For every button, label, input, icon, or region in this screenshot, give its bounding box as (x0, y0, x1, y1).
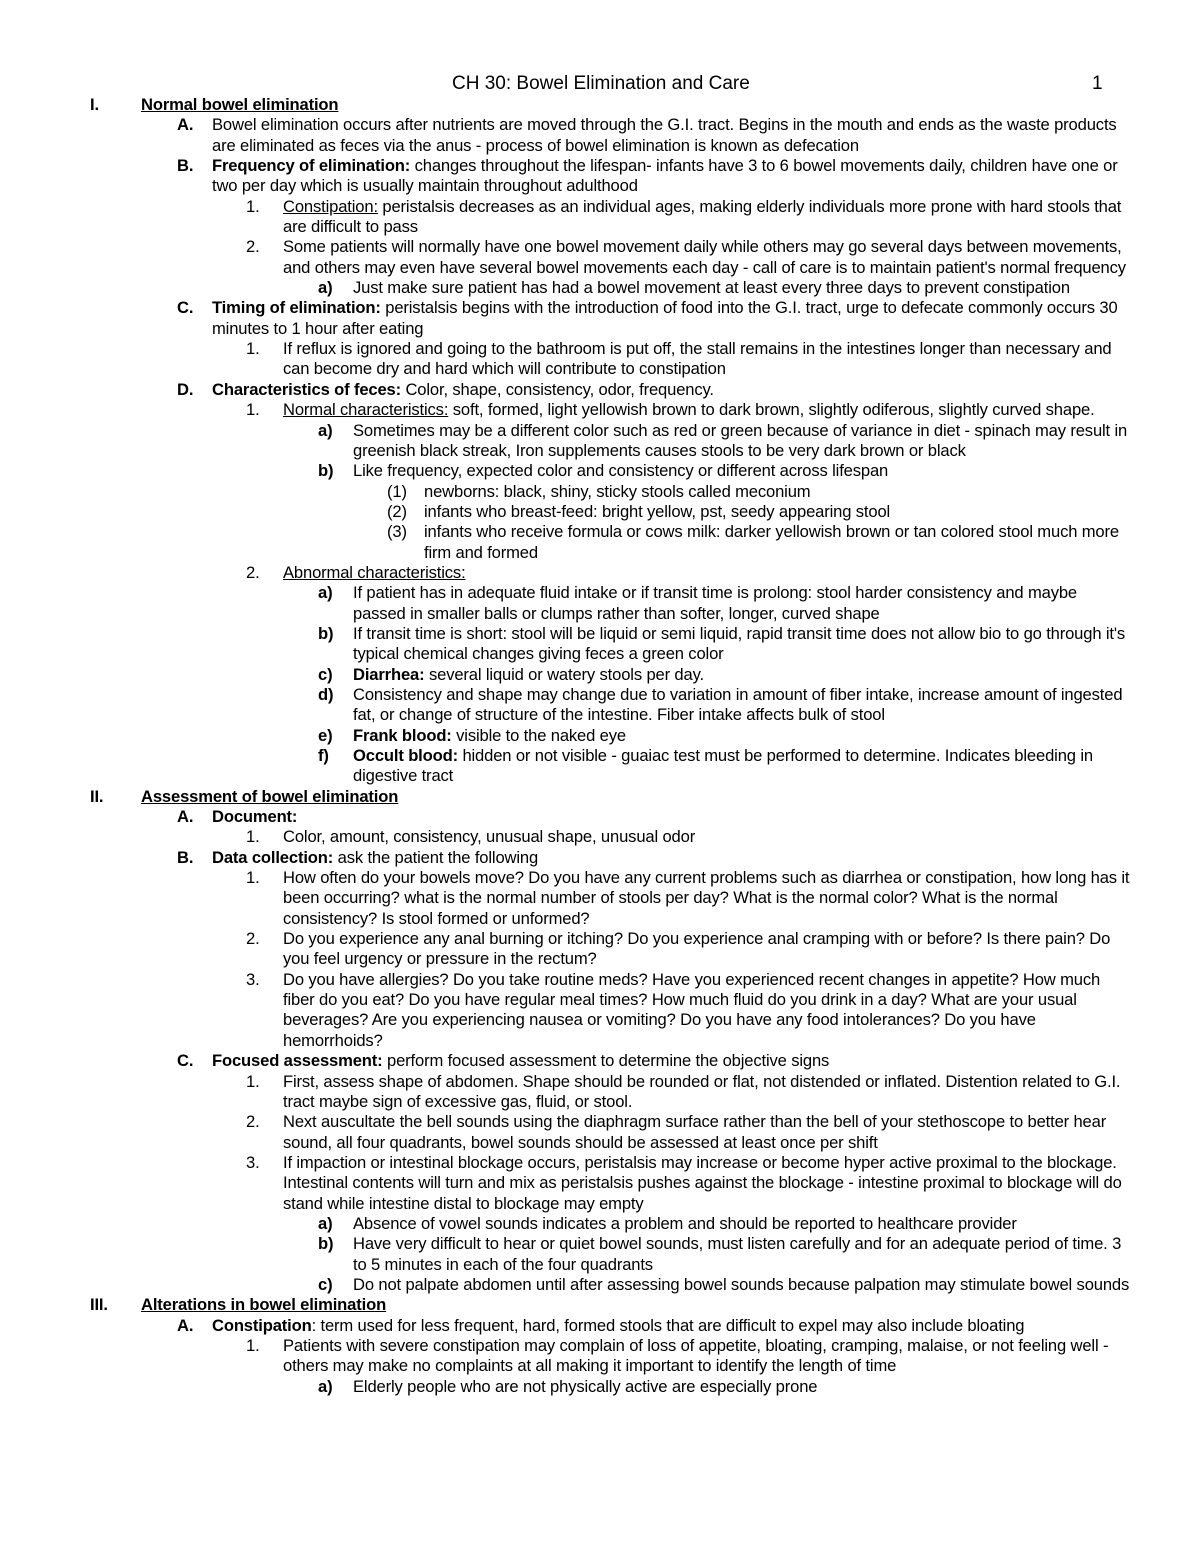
outline-item-level-3 (0, 1336, 1200, 1377)
outline-text (353, 1377, 1134, 1397)
outline-item-level-2 (0, 1316, 1200, 1336)
outline-text (283, 1336, 1134, 1377)
bold-term: Data collection: (212, 847, 334, 867)
bold-term: Focused assessment: (212, 1051, 383, 1071)
outline-marker: 3. (246, 969, 260, 989)
outline-text (353, 1214, 1134, 1234)
outline-item-level-4 (0, 624, 1200, 665)
outline-marker: 1. (246, 339, 260, 359)
outline-text (353, 1234, 1134, 1275)
bold-term: Document: (212, 807, 298, 827)
outline-marker: d) (318, 684, 334, 704)
body-text: If patient has in adequate fluid intake or if transit time is prolong: stool harder consistency and maybe passed in smaller balls or clumps rather than softer, longer, curved shape (353, 583, 1078, 623)
body-text: Have very difficult to hear or quiet bowel sounds, must listen carefully and for an adequate period of time. 3 to 5 minutes in each of the four quadrants (353, 1234, 1122, 1274)
outline-marker: B. (177, 847, 194, 867)
outline-text (424, 502, 1134, 522)
body-text: peristalsis begins with the introduction of food into the G.I. tract, urge to defecate commonly occurs 30 minutes to 1 hour after eating (212, 298, 1118, 338)
outline-item-level-3 (0, 237, 1200, 278)
outline-marker: (2) (387, 501, 407, 521)
outline-text (424, 522, 1134, 563)
outline-item-level-1 (0, 787, 1200, 807)
outline-item-level-5 (0, 522, 1200, 563)
outline-marker: A. (177, 807, 194, 827)
outline-item-level-2 (0, 848, 1200, 868)
outline-item-level-3 (0, 1072, 1200, 1113)
outline-marker: 2. (246, 929, 260, 949)
outline-marker: 2. (246, 562, 260, 582)
outline-marker: A. (177, 1315, 194, 1335)
outline-marker: c) (318, 664, 333, 684)
outline-marker: c) (318, 1274, 333, 1294)
outline-text (283, 1112, 1134, 1153)
outline (0, 95, 1200, 1397)
outline-item-level-4 (0, 726, 1200, 746)
body-text: If impaction or intestinal blockage occurs, peristalsis may increase or become hyper active proximal to the blockage. Intestinal contents will turn and mix as peristalsis pushes against the blockage - intestine proximal to blockage will do stand while intestine distal to blockage may empty (283, 1152, 1122, 1213)
outline-text (283, 868, 1134, 929)
outline-marker: a) (318, 583, 333, 603)
outline-marker: b) (318, 461, 334, 481)
bold-term: Constipation (212, 1315, 312, 1335)
outline-item-level-3 (0, 339, 1200, 380)
body-text: changes throughout the lifespan- infants have 3 to 6 bowel movements daily, children have one or two per day which is usually maintain throughout adulthood (212, 156, 1118, 196)
outline-marker: b) (318, 623, 334, 643)
outline-marker: a) (318, 278, 333, 298)
outline-text (283, 237, 1134, 278)
outline-text (283, 563, 1134, 583)
body-text: Next auscultate the bell sounds using the diaphragm surface rather than the bell of your stethoscope to better hear sound, all four quadrants, bowel sounds should be assessed at least once per shift (283, 1112, 1107, 1152)
body-text: infants who receive formula or cows milk: darker yellowish brown or tan colored stool much more firm and formed (424, 522, 1119, 562)
underlined-term: Constipation: (283, 196, 378, 216)
body-text: newborns: black, shiny, sticky stools called meconium (424, 481, 811, 501)
outline-text (212, 1316, 1134, 1336)
outline-item-level-1 (0, 95, 1200, 115)
page-title: CH 30: Bowel Elimination and Care (452, 73, 750, 94)
outline-text (212, 380, 1134, 400)
outline-marker: b) (318, 1234, 334, 1254)
outline-text (212, 1051, 1134, 1071)
outline-marker: 3. (246, 1152, 260, 1172)
outline-item-level-2 (0, 115, 1200, 156)
body-text: Sometimes may be a different color such as red or green because of variance in diet - spinach may result in greenish black streak, Iron supplements causes stools to be very dark brown or black (353, 420, 1128, 460)
outline-item-level-3 (0, 868, 1200, 929)
body-text: Color, shape, consistency, odor, frequency. (401, 379, 714, 399)
outline-item-level-5 (0, 502, 1200, 522)
outline-text (283, 1072, 1134, 1113)
outline-text (212, 807, 1134, 827)
body-text: First, assess shape of abdomen. Shape should be rounded or flat, not distended or inflated. Distention related to G.I. tract maybe sign of excessive gas, fluid, or stool. (283, 1071, 1121, 1111)
body-text: Absence of vowel sounds indicates a problem and should be reported to healthcare provider (353, 1213, 1017, 1233)
body-text: Elderly people who are not physically active are especially prone (353, 1376, 818, 1396)
outline-item-level-2 (0, 807, 1200, 827)
body-text: Like frequency, expected color and consistency or different across lifespan (353, 461, 889, 481)
body-text: Bowel elimination occurs after nutrients are moved through the G.I. tract. Begins in the mouth and ends as the waste products are eliminated as feces via the anus - process of bowel elimination is known as defecation (212, 115, 1117, 155)
outline-marker: (1) (387, 481, 407, 501)
section-heading: Alterations in bowel elimination (141, 1295, 387, 1315)
outline-marker: B. (177, 156, 194, 176)
bold-term: Diarrhea: (353, 664, 425, 684)
outline-text (212, 298, 1134, 339)
outline-item-level-3 (0, 563, 1200, 583)
outline-text (353, 685, 1134, 726)
outline-marker: 1. (246, 400, 260, 420)
outline-item-level-2 (0, 380, 1200, 400)
body-text: perform focused assessment to determine the objective signs (382, 1051, 830, 1071)
body-text: ask the patient the following (333, 847, 539, 867)
underlined-term: Abnormal characteristics: (283, 562, 466, 582)
outline-text (283, 929, 1134, 970)
outline-marker: e) (318, 725, 333, 745)
page-number: 1 (1092, 73, 1103, 94)
outline-text (283, 1153, 1134, 1214)
outline-text (283, 970, 1134, 1051)
outline-marker: 1. (246, 868, 260, 888)
outline-marker: a) (318, 1213, 333, 1233)
outline-marker: 2. (246, 237, 260, 257)
outline-marker: 1. (246, 196, 260, 216)
body-text: Patients with severe constipation may complain of loss of appetite, bloating, cramping, malaise, or not feeling well - others may make no complaints at all making it important to identify the length of time (283, 1335, 1109, 1376)
outline-marker: 1. (246, 1335, 260, 1355)
body-text: How often do your bowels move? Do you have any current problems such as diarrhea or constipation, how long has it been occurring? what is the normal number of stools per day? What is the normal color? What is the normal consistency? Is stool formed or unformed? (283, 868, 1130, 928)
outline-text (212, 115, 1134, 156)
outline-item-level-4 (0, 1214, 1200, 1234)
outline-marker: C. (177, 1051, 194, 1071)
outline-marker: 1. (246, 827, 260, 847)
outline-item-level-4 (0, 421, 1200, 462)
outline-item-level-1 (0, 1295, 1200, 1315)
outline-text (424, 482, 1134, 502)
outline-marker: III. (90, 1295, 108, 1315)
outline-item-level-2 (0, 156, 1200, 197)
body-text: Color, amount, consistency, unusual shape, unusual odor (283, 827, 696, 847)
outline-marker: 2. (246, 1112, 260, 1132)
outline-item-level-3 (0, 197, 1200, 238)
outline-item-level-4 (0, 665, 1200, 685)
body-text: : term used for less frequent, hard, formed stools that are difficult to expel may also include bloating (311, 1315, 1025, 1335)
outline-item-level-4 (0, 1275, 1200, 1295)
outline-marker: I. (90, 95, 99, 114)
outline-marker: A. (177, 115, 194, 135)
outline-marker: 1. (246, 1071, 260, 1091)
outline-text (283, 827, 1134, 847)
body-text: Do you have allergies? Do you take routine meds? Have you experienced recent changes in appetite? How much fiber do you eat? Do you have regular meal times? How much fluid do you drink in a day? What are your usual beverages? Are you experiencing nausea or vomiting? Do you have any food intolerances? Do you have hemorrhoids? (283, 969, 1101, 1050)
outline-item-level-2 (0, 298, 1200, 339)
outline-marker: D. (177, 379, 194, 399)
outline-item-level-3 (0, 827, 1200, 847)
section-heading: Assessment of bowel elimination (141, 786, 399, 806)
outline-item-level-2 (0, 1051, 1200, 1071)
outline-marker: a) (318, 1376, 333, 1396)
bold-term: Occult blood: (353, 746, 458, 765)
body-text: Some patients will normally have one bowel movement daily while others may go several days between movements, and others may even have several bowel movements each day - call of care is to maintain patient's normal frequency (283, 237, 1126, 277)
outline-item-level-4 (0, 583, 1200, 624)
outline-item-level-4 (0, 1234, 1200, 1275)
outline-item-level-3 (0, 970, 1200, 1051)
outline-text (353, 746, 1134, 787)
bold-term: Characteristics of feces: (212, 379, 402, 399)
outline-text (353, 278, 1134, 298)
outline-marker: II. (90, 786, 104, 806)
outline-text (141, 787, 1140, 807)
outline-item-level-4 (0, 685, 1200, 726)
outline-text (353, 461, 1134, 481)
outline-text (283, 197, 1134, 238)
outline-text (353, 421, 1134, 462)
outline-item-level-3 (0, 1153, 1200, 1214)
section-heading: Normal bowel elimination (141, 95, 339, 114)
body-text: soft, formed, light yellowish brown to dark brown, slightly odiferous, slightly curved shape. (448, 400, 1095, 420)
body-text: several liquid or watery stools per day. (424, 664, 704, 684)
body-text: peristalsis decreases as an individual ages, making elderly individuals more prone with hard stools that are difficult to pass (283, 196, 1122, 237)
bold-term: Frequency of elimination: (212, 156, 411, 176)
body-text: Consistency and shape may change due to variation in amount of fiber intake, increase amount of ingested fat, or change of structure of the intestine. Fiber intake affects bulk of stool (353, 684, 1123, 725)
outline-item-level-3 (0, 929, 1200, 970)
body-text: Do not palpate abdomen until after assessing bowel sounds because palpation may stimulate bowel sounds (353, 1274, 1130, 1294)
outline-text (283, 339, 1134, 380)
outline-item-level-4 (0, 461, 1200, 481)
body-text: If transit time is short: stool will be liquid or semi liquid, rapid transit time does not allow bio to go through it's typical chemical changes giving feces a green color (353, 623, 1126, 664)
outline-text (212, 156, 1134, 197)
outline-marker: a) (318, 420, 333, 440)
outline-text (283, 400, 1134, 420)
outline-text (141, 1295, 1140, 1315)
outline-item-level-4 (0, 278, 1200, 298)
body-text: Just make sure patient has had a bowel movement at least every three days to prevent constipation (353, 278, 1070, 298)
outline-item-level-3 (0, 400, 1200, 420)
body-text: If reflux is ignored and going to the bathroom is put off, the stall remains in the intestines longer than necessary and can become dry and hard which will contribute to constipation (283, 339, 1112, 379)
body-text: infants who breast-feed: bright yellow, pst, seedy appearing stool (424, 501, 891, 521)
outline-item-level-4 (0, 1377, 1200, 1397)
bold-term: Frank blood: (353, 725, 452, 745)
outline-text (353, 583, 1134, 624)
body-text: Do you experience any anal burning or itching? Do you experience anal cramping with or before? Is there pain? Do you feel urgency or pressure in the rectum? (283, 929, 1111, 969)
outline-text (141, 95, 1140, 115)
outline-item-level-3 (0, 1112, 1200, 1153)
outline-text (353, 1275, 1134, 1295)
outline-text (353, 624, 1134, 665)
outline-marker: C. (177, 298, 194, 318)
body-text: hidden or not visible - guaiac test must be performed to determine. Indicates bleeding in digestive tract (353, 746, 1093, 786)
body-text: visible to the naked eye (451, 725, 626, 745)
outline-text (353, 665, 1134, 685)
outline-marker: (3) (387, 522, 407, 542)
outline-item-level-5 (0, 482, 1200, 502)
outline-marker: f) (318, 746, 329, 765)
outline-text (212, 848, 1134, 868)
outline-text (353, 726, 1134, 746)
bold-term: Timing of elimination: (212, 298, 381, 318)
underlined-term: Normal characteristics: (283, 400, 449, 420)
outline-item-level-4 (0, 746, 1200, 787)
